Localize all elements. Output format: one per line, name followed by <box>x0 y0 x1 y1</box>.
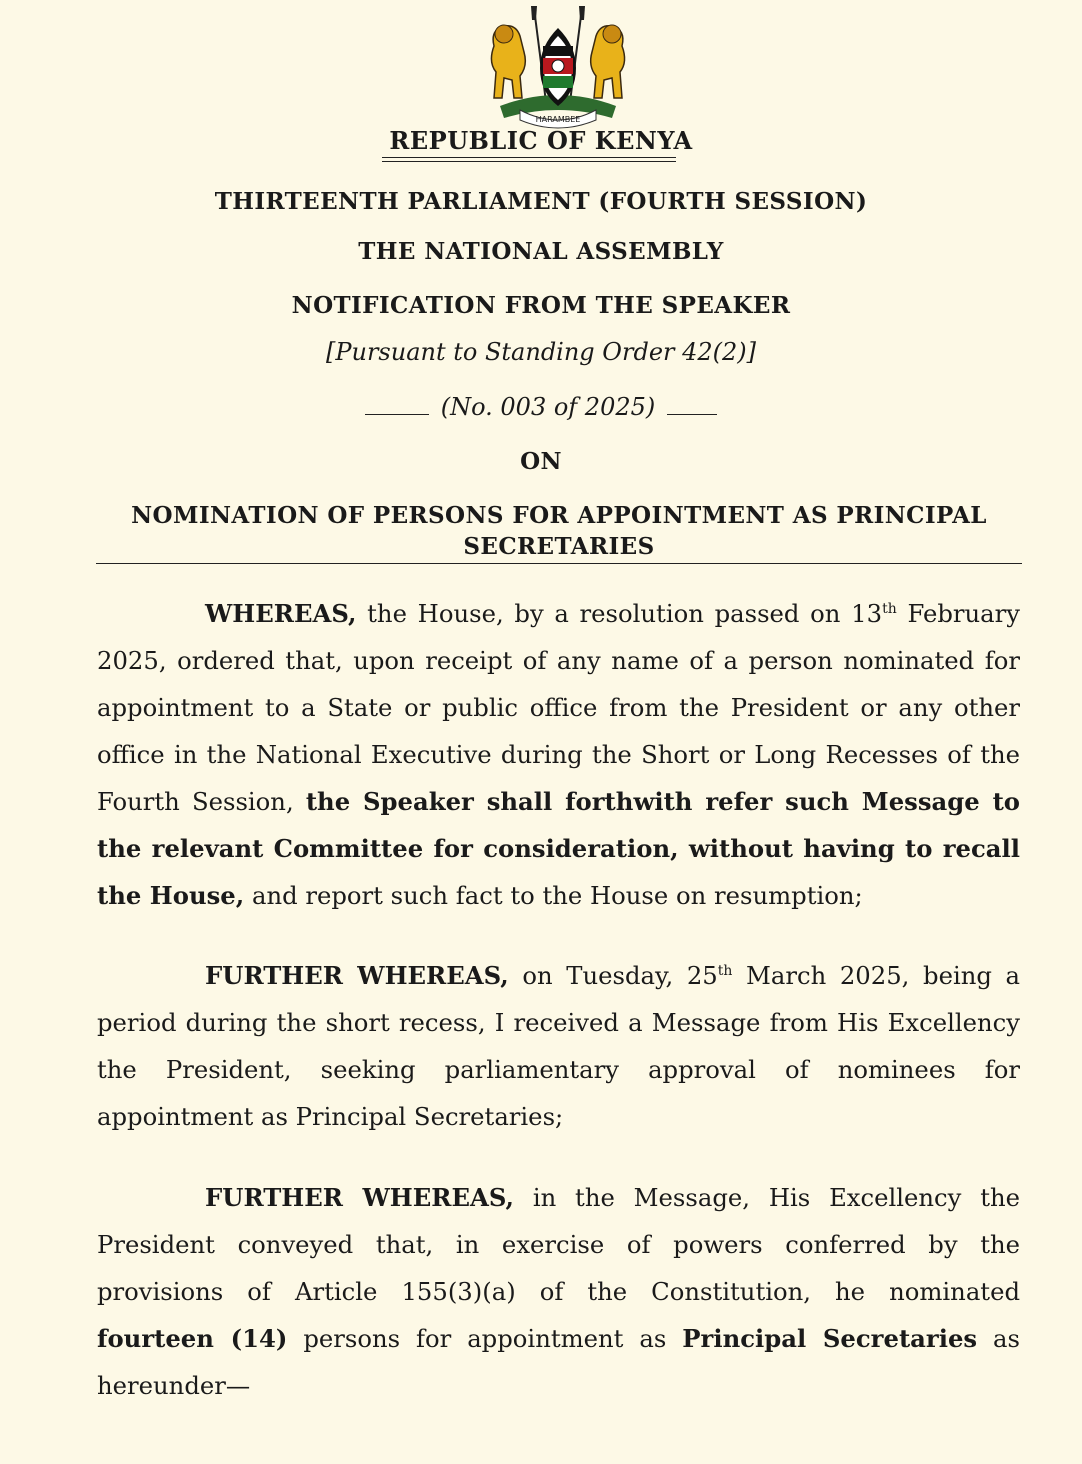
parliament-heading: THIRTEENTH PARLIAMENT (FOURTH SESSION) <box>214 188 868 215</box>
whereas-paragraph <box>97 590 1020 919</box>
p2-l1-text: on Tuesday, 25 <box>522 961 718 990</box>
number-underline-left <box>365 392 429 415</box>
coat-motto: HARAMBEE <box>535 115 581 124</box>
notice-number: (No. 003 of 2025) <box>440 393 656 421</box>
subject-line-2: SECRETARIES <box>463 533 655 560</box>
p1-line-5 <box>97 778 1020 825</box>
p2-line-2: period during the short recess, I received a Message from His Excellency <box>97 1008 1020 1037</box>
number-underline-right <box>667 392 717 415</box>
assembly-heading: THE NATIONAL ASSEMBLY <box>358 238 724 265</box>
pursuant-line: [Pursuant to Standing Order 42(2)] <box>325 338 757 366</box>
notification-heading: NOTIFICATION FROM THE SPEAKER <box>291 292 791 319</box>
p1-l7-bold: the House, <box>97 881 245 910</box>
p1-l5-bold: the Speaker shall forthwith refer such Message to <box>305 787 1020 816</box>
p3-line-4 <box>97 1315 1020 1362</box>
p1-l1-text: the House, by a resolution passed on 13 <box>367 599 883 628</box>
p1-l5-text: Fourth Session, <box>97 787 294 816</box>
p1-l7-text: and report such fact to the House on resumption; <box>251 881 863 910</box>
p3-l1-bold: FURTHER WHEREAS, <box>205 1183 514 1212</box>
p2-line-4: appointment as Principal Secretaries; <box>97 1102 564 1131</box>
further-whereas-paragraph-2 <box>97 1174 1020 1409</box>
notice-number-row <box>0 392 1082 421</box>
p1-line-2: 2025, ordered that, upon receipt of any name of a person nominated for <box>97 646 1020 675</box>
p2-line-1 <box>97 952 1020 999</box>
p3-l1-text: in the Message, His Excellency the <box>532 1183 1021 1212</box>
title-rule-bottom <box>382 161 676 162</box>
subject-rule <box>96 563 1022 564</box>
p1-line-7 <box>97 872 1020 919</box>
p3-line-3: provisions of Article 155(3)(a) of the Constitution, he nominated <box>97 1277 1020 1306</box>
p1-l6-bold: the relevant Committee for consideration, without having to recall <box>97 834 1020 863</box>
p2-line-3: the President, seeking parliamentary approval of nominees for <box>97 1055 1020 1084</box>
subject-heading <box>96 500 1022 562</box>
p3-line-1 <box>97 1174 1020 1221</box>
p1-line-6 <box>97 825 1020 872</box>
p1-line-4: office in the National Executive during the Short or Long Recesses of the <box>97 740 1020 769</box>
p3-l4-bold-count: fourteen (14) <box>97 1324 288 1353</box>
further-whereas-paragraph-1 <box>97 952 1020 1140</box>
subject-line-1: NOMINATION OF PERSONS FOR APPOINTMENT AS PRINCIPAL <box>131 502 987 529</box>
republic-title: REPUBLIC OF KENYA <box>389 126 693 155</box>
title-rule-top <box>382 157 676 158</box>
p1-line-3: appointment to a State or public office from the President or any other <box>97 693 1020 722</box>
p2-l1-text-b: March 2025, being a <box>746 961 1021 990</box>
kenya-coat-of-arms-icon <box>480 6 636 130</box>
on-heading: ON <box>520 448 562 475</box>
p3-line-5: hereunder— <box>97 1371 251 1400</box>
p3-l4-text-b: as <box>993 1324 1020 1353</box>
p3-line-2: President conveyed that, in exercise of powers conferred by the <box>97 1230 1020 1259</box>
p1-l1-sup: th <box>882 600 897 617</box>
whereas-label: WHEREAS, <box>205 599 357 628</box>
p2-l1-bold: FURTHER WHEREAS, <box>205 961 509 990</box>
p1-l1-text-b: February <box>907 599 1020 628</box>
p3-l4-text: persons for appointment as <box>303 1324 667 1353</box>
p2-l1-sup: th <box>717 962 733 979</box>
p1-line-1 <box>97 590 1020 637</box>
p3-l4-bold-title: Principal Secretaries <box>682 1324 978 1353</box>
